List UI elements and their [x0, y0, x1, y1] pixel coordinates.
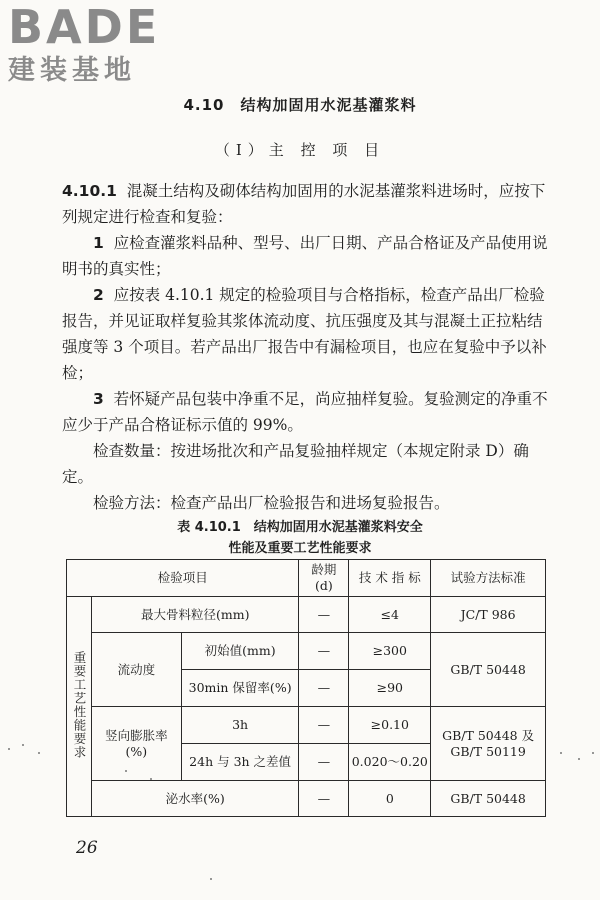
expansion-3h-age: — — [299, 707, 349, 744]
table-caption-line1: 表 4.10.1 结构加固用水泥基灌浆料安全 — [177, 520, 423, 535]
fluidity-retention-label: 30min 保留率(%) — [181, 670, 299, 707]
clause-intro-text: 混凝土结构及砌体结构加固用的水泥基灌浆料进场时，应按下列规定进行检查和复验： — [62, 182, 546, 226]
expansion-unit: (%) — [125, 743, 148, 759]
bleeding-index: 0 — [349, 781, 431, 817]
expansion-label-cell — [91, 707, 181, 781]
section-heading: 4.10 结构加固用水泥基灌浆料 — [183, 96, 417, 114]
table-row — [67, 707, 546, 744]
fluidity-method: GB/T 50448 — [431, 633, 546, 707]
expansion-method — [431, 707, 546, 781]
max-aggregate-age: — — [299, 597, 349, 633]
item-text: 应按表 4.10.1 规定的检验项目与合格指标，检查产品出厂检验报告，并见证取样复验其浆体流动度、抗压强度及其与混凝土正拉粘结强度等 3 个项目。若产品出厂报告中有漏检项目，也应在复验中予以补检； — [62, 286, 547, 382]
fluidity-retention-index: ≥90 — [349, 670, 431, 707]
inspection-quantity: 检查数量：按进场批次和产品复验抽样规定（本规定附录 D）确定。 — [62, 442, 529, 486]
table-row — [67, 597, 546, 633]
clause-item-3 — [62, 386, 552, 438]
expansion-diff-age: — — [299, 744, 349, 781]
item-number: 1 — [93, 234, 104, 252]
fluidity-initial-label: 初始值(mm) — [181, 633, 299, 670]
header-index: 技 术 指 标 — [349, 560, 431, 597]
header-age-unit: (d) — [315, 578, 333, 593]
expansion-3h-label: 3h — [181, 707, 299, 744]
table-caption-line2: 性能及重要工艺性能要求 — [228, 541, 372, 556]
clause-item-2 — [62, 282, 552, 386]
expansion-diff-label: 24h 与 3h 之差值 — [181, 744, 299, 781]
item-text: 应检查灌浆料品种、型号、出厂日期、产品合格证及产品使用说明书的真实性； — [62, 234, 548, 278]
bleeding-age: — — [299, 781, 349, 817]
group-label: 重要工艺性能要求 — [71, 650, 87, 759]
clause-intro — [62, 178, 552, 230]
clause-item-1 — [62, 230, 552, 282]
table-row — [67, 781, 546, 817]
expansion-diff-index: 0.020～0.20 — [349, 744, 431, 781]
logo-wordmark: BADE — [8, 0, 161, 54]
expansion-method-line2: GB/T 50119 — [450, 743, 526, 759]
table-header-row — [67, 560, 546, 597]
expansion-label: 竖向膨胀率 — [105, 727, 168, 743]
group-label-cell — [67, 597, 92, 817]
bleeding-method: GB/T 50448 — [431, 781, 546, 817]
table-row — [67, 633, 546, 670]
subsection-heading: （Ⅰ）主 控 项 目 — [214, 141, 386, 159]
header-age — [299, 560, 349, 597]
fluidity-retention-age: — — [299, 670, 349, 707]
header-item: 检验项目 — [67, 560, 299, 597]
expansion-3h-index: ≥0.10 — [349, 707, 431, 744]
fluidity-initial-age: — — [299, 633, 349, 670]
inspection-method: 检验方法：检查产品出厂检验报告和进场复验报告。 — [93, 494, 450, 512]
expansion-method-line1: GB/T 50448 及 — [442, 727, 535, 743]
max-aggregate-method: JC/T 986 — [431, 597, 546, 633]
item-text: 若怀疑产品包装中净重不足，尚应抽样复验。复验测定的净重不应少于产品合格证标示值的 99%。 — [62, 390, 548, 434]
fluidity-label: 流动度 — [91, 633, 181, 707]
page-number: 26 — [76, 838, 98, 858]
max-aggregate-label: 最大骨料粒径(mm) — [91, 597, 299, 633]
fluidity-initial-index: ≥300 — [349, 633, 431, 670]
item-number: 3 — [93, 390, 104, 408]
header-age-label: 龄期 — [311, 562, 337, 577]
item-number: 2 — [93, 286, 104, 304]
bleeding-label: 泌水率(%) — [91, 781, 299, 817]
header-method: 试验方法标准 — [431, 560, 546, 597]
spec-table — [66, 559, 546, 817]
logo-subtitle: 建装基地 — [8, 55, 136, 86]
max-aggregate-index: ≤4 — [349, 597, 431, 633]
clause-number: 4.10.1 — [62, 182, 117, 200]
